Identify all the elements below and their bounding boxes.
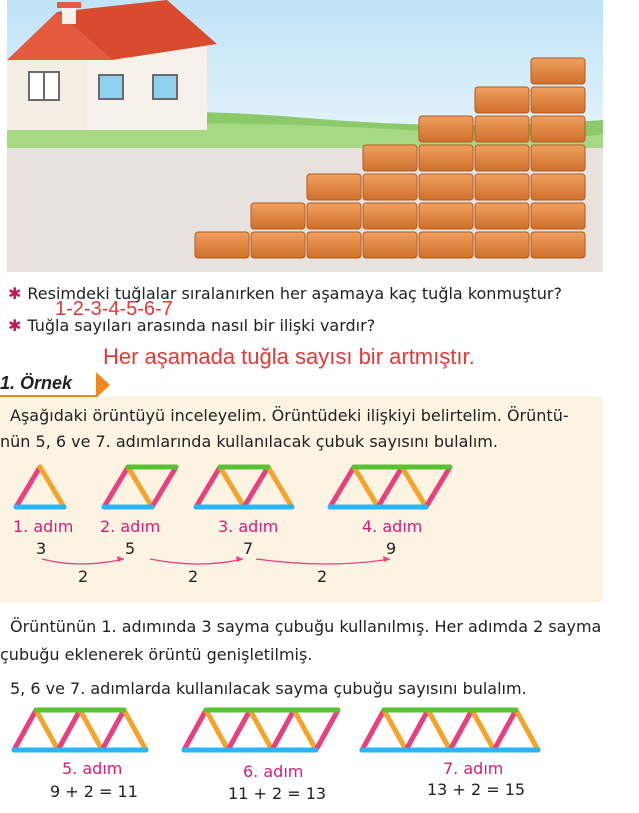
counting-stick (80, 710, 102, 750)
brick (475, 145, 529, 171)
counting-stick (184, 710, 206, 750)
arrow-head-icon (117, 556, 124, 562)
answer-calc-7: 13 + 2 = 15 (427, 780, 526, 799)
brick (307, 203, 361, 229)
counting-stick (384, 710, 406, 750)
star-bullet-icon: ✱ (8, 284, 22, 303)
brick (419, 145, 473, 171)
handwritten-sequence: 1-2-3-4-5-6-7 (55, 298, 173, 320)
example-box (0, 397, 603, 602)
brick (531, 87, 585, 113)
brick (475, 232, 529, 258)
question-1: ✱ Resimdeki tuğlalar sıralanırken her aşamaya kaç tuğla konmuştur? (8, 284, 562, 303)
answer-label-7: 7. adım (443, 759, 504, 778)
brick (531, 116, 585, 142)
counting-stick (152, 467, 176, 507)
increment-2: 2 (188, 567, 199, 586)
increment-3: 2 (317, 567, 328, 586)
brick (251, 232, 305, 258)
counting-stick (196, 467, 220, 507)
brick (363, 232, 417, 258)
counting-stick (426, 467, 450, 507)
counting-stick (220, 467, 244, 507)
counting-stick (268, 467, 292, 507)
example-tag: 1. Örnek (0, 372, 98, 398)
arrow-3-4 (256, 559, 390, 564)
counting-stick (450, 710, 472, 750)
brick (419, 174, 473, 200)
step-label-2: 2. adım (100, 517, 161, 536)
example-text-line-1: Aşağıdaki örüntüyü inceleyelim. Örüntüdeki ilişkiyi belirtelim. Örüntü- (10, 406, 569, 425)
answer-calc-5: 9 + 2 = 11 (50, 782, 138, 801)
increment-1: 2 (78, 567, 89, 586)
step-count-2: 5 (125, 539, 136, 558)
brick (531, 232, 585, 258)
body-paragraph-2: 5, 6 ve 7. adımlarda kullanılacak sayma çubuğu sayısını bulalım. (10, 679, 527, 698)
counting-stick (36, 710, 58, 750)
counting-stick (250, 710, 272, 750)
counting-stick (16, 467, 40, 507)
counting-stick (124, 710, 146, 750)
brick (363, 174, 417, 200)
counting-stick (406, 710, 428, 750)
answer-label-5: 5. adım (62, 759, 123, 778)
step-label-3: 3. adım (218, 517, 279, 536)
answer-label-6: 6. adım (243, 762, 304, 781)
brick (419, 203, 473, 229)
brick (475, 174, 529, 200)
counting-stick (316, 710, 338, 750)
counting-stick (58, 710, 80, 750)
body-paragraph-1-line-1: Örüntünün 1. adımında 3 sayma çubuğu kullanılmış. Her adımda 2 sayma (10, 617, 602, 636)
star-bullet-icon: ✱ (8, 316, 22, 335)
counting-stick (294, 710, 316, 750)
brick (251, 203, 305, 229)
handwritten-answer: Her aşamada tuğla sayısı bir artmıştır. (103, 344, 475, 369)
arrow-2-3 (150, 559, 243, 564)
brick (531, 203, 585, 229)
counting-stick (516, 710, 538, 750)
brick (363, 203, 417, 229)
counting-stick (272, 710, 294, 750)
brick (475, 116, 529, 142)
counting-stick (428, 710, 450, 750)
answer-calc-6: 11 + 2 = 13 (228, 784, 327, 803)
brick (419, 116, 473, 142)
arrow-head-icon (236, 556, 243, 562)
counting-stick (102, 710, 124, 750)
counting-stick (206, 710, 228, 750)
step-label-1: 1. adım (13, 517, 74, 536)
brick-stairs-illustration (7, 0, 603, 272)
example-text-line-2: nün 5, 6 ve 7. adımlarında kullanılacak çubuk sayısını bulalım. (0, 432, 498, 451)
counting-stick (472, 710, 494, 750)
step-count-4: 9 (386, 539, 397, 558)
brick (531, 58, 585, 84)
brick (195, 232, 249, 258)
counting-stick (330, 467, 354, 507)
step-count-1: 3 (36, 539, 47, 558)
brick (475, 87, 529, 113)
brick (531, 145, 585, 171)
counting-stick (40, 467, 64, 507)
brick (307, 174, 361, 200)
counting-stick (128, 467, 152, 507)
counting-stick (402, 467, 426, 507)
body-paragraph-1-line-2: çubuğu eklenerek örüntü genişletilmiş. (0, 645, 313, 664)
tag-notch-icon (96, 372, 110, 398)
counting-stick (104, 467, 128, 507)
brick (363, 145, 417, 171)
question-2: ✱ Tuğla sayıları arasında nasıl bir ilişki vardır? (8, 316, 376, 335)
step-count-3: 7 (243, 539, 254, 558)
arrow-1-2 (42, 559, 124, 564)
illustration-svg (7, 0, 603, 272)
brick (475, 203, 529, 229)
counting-stick (14, 710, 36, 750)
answer-pattern-svg (0, 700, 639, 760)
counting-stick (244, 467, 268, 507)
brick (419, 232, 473, 258)
brick (531, 174, 585, 200)
pattern-steps-svg (0, 397, 603, 602)
counting-stick (354, 467, 378, 507)
counting-stick (228, 710, 250, 750)
counting-stick (494, 710, 516, 750)
brick (307, 232, 361, 258)
counting-stick (362, 710, 384, 750)
counting-stick (378, 467, 402, 507)
step-label-4: 4. adım (362, 517, 423, 536)
